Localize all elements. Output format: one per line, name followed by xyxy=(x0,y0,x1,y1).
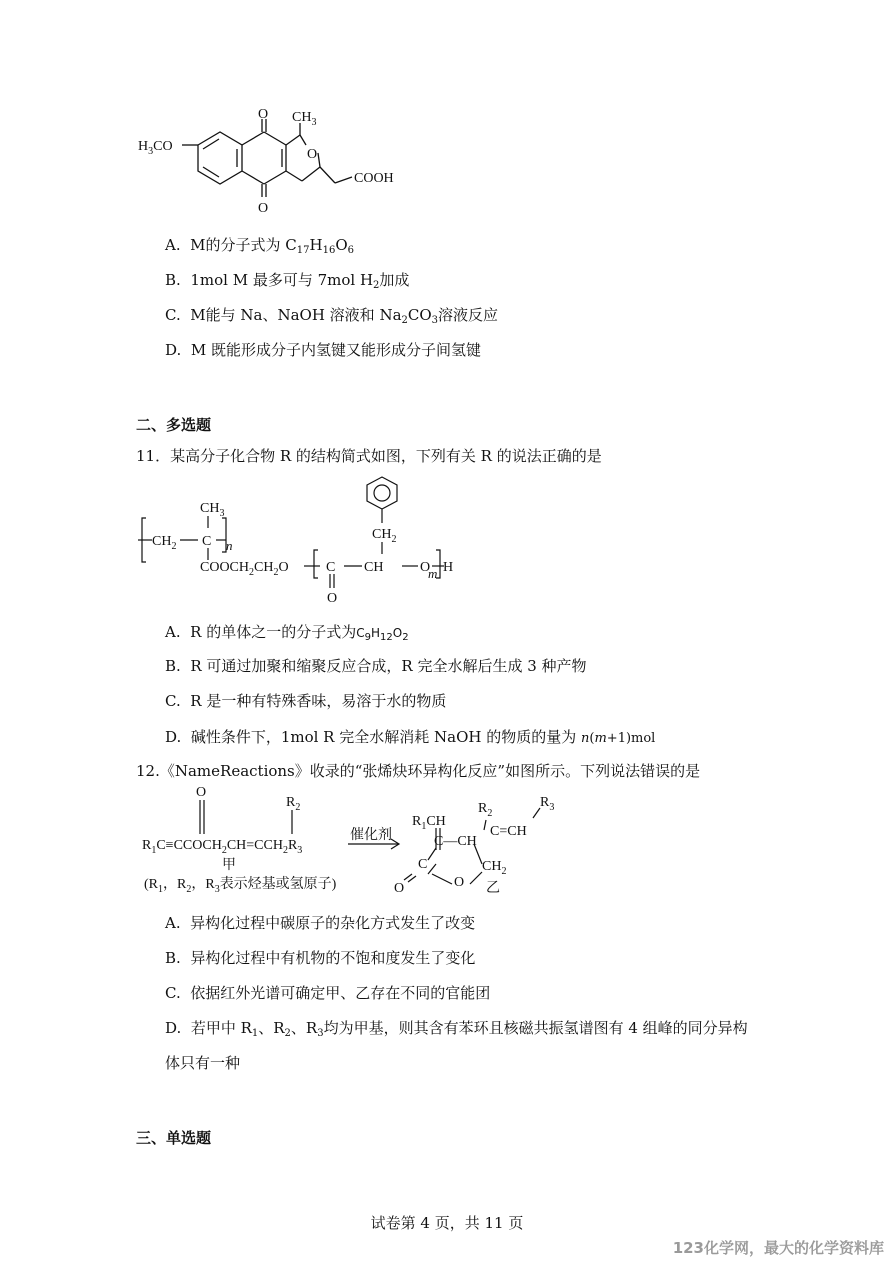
q12-yi: 乙 xyxy=(486,881,500,896)
q11-option-b: B. R 可通过加聚和缩聚反应合成，R 完全水解后生成 3 种产物 xyxy=(165,657,587,675)
q10-option-d: D. M 既能形成分子内氢键又能形成分子间氢键 xyxy=(165,341,481,359)
q11-m: m xyxy=(428,566,438,581)
q12-c-left: C xyxy=(418,857,428,872)
q10-option-c: C. M能与 Na、NaOH 溶液和 $Na_2CO_3$溶液反应 xyxy=(165,306,499,326)
q12-c-ch: C—CH xyxy=(434,834,477,849)
q12-option-b: B. 异构化过程中有机物的不饱和度发生了变化 xyxy=(165,949,476,967)
section-title-single: 三、单选题 xyxy=(136,1129,212,1147)
q11-o2: O xyxy=(420,560,431,575)
q12-jia: 甲 xyxy=(222,858,236,873)
q12-r3: $R_3$ xyxy=(540,795,555,813)
watermark: 123化学网，最大的化学资料库 xyxy=(672,1239,884,1257)
q10-option-a: A. M的分子式为 $C_{17}H_{16}O_6$ xyxy=(165,236,355,256)
q12-c-eq-ch: C=CH xyxy=(490,824,527,839)
q12-note: ($R_1$，$R_2$，$R_3$表示烃基或氢原子) xyxy=(144,877,337,895)
q10-o-bottom: O xyxy=(258,201,269,216)
q12-r2-left: $R_2$ xyxy=(286,795,301,813)
q11-expr: n(m+1)mol xyxy=(581,731,656,746)
methoxy-label: $H_3CO$ xyxy=(138,139,173,157)
q10-o-top: O xyxy=(258,107,269,122)
cooh-label: COOH xyxy=(354,171,394,186)
q11-c1: C xyxy=(202,534,212,549)
q10-o-ring: O xyxy=(307,147,318,162)
q12-r1ch: $R_1CH$ xyxy=(412,814,446,832)
q12-o-ring: O xyxy=(454,875,465,890)
q11-c2: C xyxy=(326,560,336,575)
q12-option-d: D. 若甲中 $R_1$、$R_2$、$R_3$均为甲基，则其含有苯环且核磁共振氢谱图有 4 组峰的同分异构 xyxy=(165,1019,748,1039)
q12-option-d-line1: 若甲中 $R_1$、$R_2$、$R_3$均为甲基，则其含有苯环且核磁共振氢谱图有 4 组峰的同分异构 xyxy=(190,1019,748,1039)
q11-ch2b: $CH_2$ xyxy=(372,527,397,545)
q12-reactant: $R_1C\equiv CCOCH_2CH=CCH_2R_3$ xyxy=(142,838,303,856)
q12-reaction xyxy=(136,782,576,900)
q11-ch2: $CH_2$ xyxy=(152,534,177,552)
q11-stem: 11．某高分子化合物 R 的结构简式如图，下列有关 R 的说法正确的是 xyxy=(136,447,602,465)
q11-ch3: $CH_3$ xyxy=(200,501,225,519)
q12-catalyst: 催化剂 xyxy=(350,828,392,843)
q11-o-dbl: O xyxy=(327,591,338,606)
q11-ch: CH xyxy=(364,560,384,575)
section-title-multi: 二、多选题 xyxy=(136,416,212,434)
q11-h: H xyxy=(443,560,454,575)
q11-option-a: A. R 的单体之一的分子式为$C_9H_{12}O_2$ xyxy=(165,623,409,643)
q10-structure xyxy=(130,105,410,225)
q11-option-c: C. R 是一种有特殊香味，易溶于水的物质 xyxy=(165,692,447,710)
q11-formula: $C_9H_{12}O_2$ xyxy=(356,626,409,643)
q10-option-b: B. 1mol M 最多可与 7mol $H_2$加成 xyxy=(165,271,410,291)
q12-stem: 12.《NameReactions》收录的“张烯炔环异构化反应”如图所示。下列说法错误的是 xyxy=(136,762,701,780)
q11-cooch: $COOCH_2CH_2O$ xyxy=(200,560,289,578)
q12-ch2: $CH_2$ xyxy=(482,859,507,877)
page-footer: 试卷第 4 页，共 11 页 xyxy=(370,1214,524,1232)
q11-structure xyxy=(132,470,462,610)
q11-option-d: D. 碱性条件下，1mol R 完全水解消耗 NaOH 的物质的量为 n(m+1)mol xyxy=(165,728,656,746)
q12-r2-right: $R_2$ xyxy=(478,801,493,819)
q12-option-c: C. 依据红外光谱可确定甲、乙存在不同的官能团 xyxy=(165,984,491,1002)
q12-o-carbonyl: O xyxy=(394,881,405,896)
q12-o-top: O xyxy=(196,785,207,800)
methyl-label: $CH_3$ xyxy=(292,110,317,128)
q12-option-d-line2: 体只有一种 xyxy=(165,1054,241,1072)
q11-n: n xyxy=(226,538,233,553)
q12-option-a: A. 异构化过程中碳原子的杂化方式发生了改变 xyxy=(165,914,476,932)
